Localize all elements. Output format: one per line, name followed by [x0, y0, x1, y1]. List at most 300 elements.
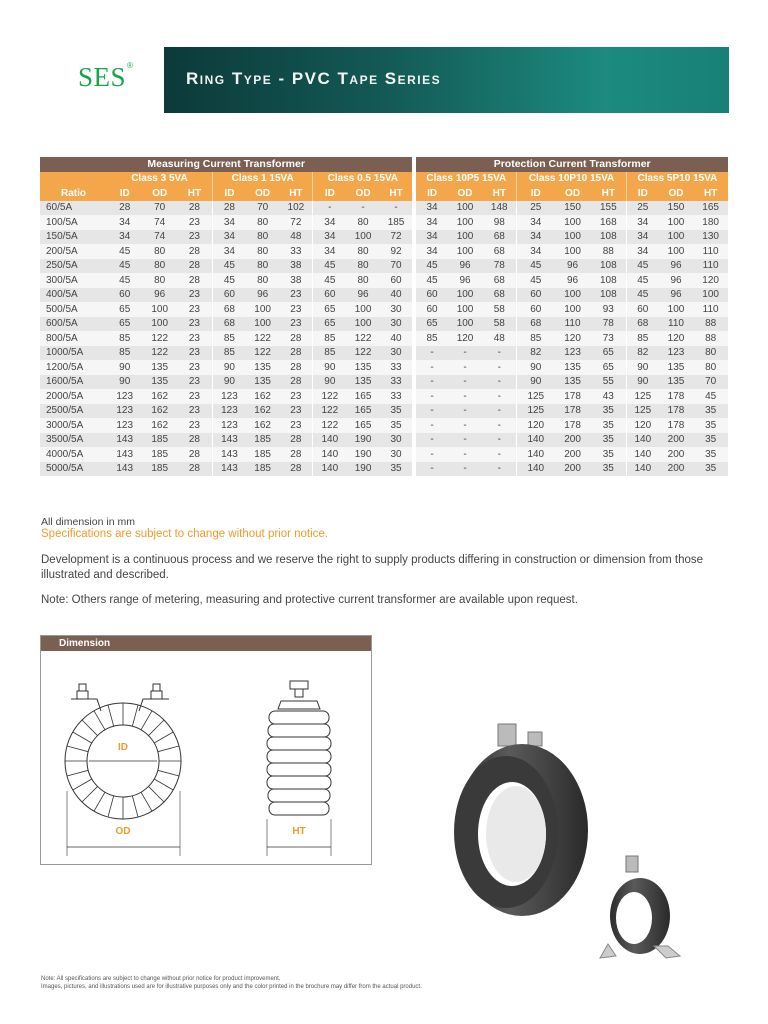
value-cell: - [448, 404, 482, 419]
value-cell: 78 [591, 317, 627, 332]
value-cell: 185 [142, 462, 176, 477]
value-cell: 100 [448, 215, 482, 230]
value-cell: 122 [313, 389, 346, 404]
value-cell: 34 [517, 244, 555, 259]
class-header: Class 10P5 15VA [416, 172, 516, 187]
value-cell: 34 [313, 230, 346, 245]
value-cell: 85 [416, 331, 447, 346]
value-cell: 34 [626, 230, 658, 245]
od-header: OD [346, 186, 379, 201]
value-cell: 80 [246, 259, 279, 274]
value-cell: 80 [142, 259, 176, 274]
value-cell: 123 [107, 404, 143, 419]
value-cell: 140 [313, 447, 346, 462]
value-cell: - [416, 375, 447, 390]
value-cell: 68 [517, 317, 555, 332]
value-cell: - [416, 433, 447, 448]
value-cell: - [482, 404, 516, 419]
ratio-header: Ratio [40, 186, 107, 201]
table-row [40, 230, 728, 245]
value-cell: 33 [380, 375, 413, 390]
value-cell: 140 [517, 433, 555, 448]
value-cell: 34 [626, 215, 658, 230]
value-cell: - [482, 360, 516, 375]
table-row [40, 201, 728, 216]
value-cell: 45 [212, 273, 245, 288]
value-cell: 102 [279, 201, 312, 216]
dimension-drawing [41, 651, 371, 863]
value-cell: 110 [693, 244, 728, 259]
value-cell: 85 [107, 346, 143, 361]
value-cell: 100 [554, 302, 591, 317]
value-cell: 65 [416, 317, 447, 332]
value-cell: 68 [212, 317, 245, 332]
value-cell: 60 [416, 302, 447, 317]
ratio-cell: 2500/5A [40, 404, 107, 419]
value-cell: 34 [212, 230, 245, 245]
value-cell: 96 [659, 288, 693, 303]
logo-text: SES [78, 62, 127, 92]
value-cell: 125 [626, 389, 658, 404]
ratio-cell: 200/5A [40, 244, 107, 259]
value-cell: 34 [313, 244, 346, 259]
value-cell: 143 [107, 447, 143, 462]
ratio-cell: 1600/5A [40, 375, 107, 390]
table-row [40, 288, 728, 303]
value-cell: 80 [346, 259, 379, 274]
value-cell: 90 [212, 375, 245, 390]
value-cell: 190 [346, 462, 379, 477]
value-cell: 140 [517, 462, 555, 477]
value-cell: 100 [448, 288, 482, 303]
value-cell: 35 [693, 433, 728, 448]
value-cell: 25 [626, 201, 658, 216]
value-cell: 123 [212, 418, 245, 433]
value-cell: 96 [659, 273, 693, 288]
value-cell: - [482, 418, 516, 433]
value-cell: - [416, 389, 447, 404]
value-cell: 100 [142, 302, 176, 317]
value-cell: 35 [591, 433, 627, 448]
footer-line-2: Images, pictures, and illustrations used are for illustrative purposes only and the color printed in the brochure may differ from the actual product. [41, 984, 422, 990]
dimension-title: Dimension [41, 636, 371, 651]
small-ct-ring [600, 856, 680, 958]
ratio-cell: 1000/5A [40, 346, 107, 361]
value-cell: 100 [448, 201, 482, 216]
value-cell: 88 [693, 331, 728, 346]
value-cell: 123 [107, 418, 143, 433]
value-cell: - [380, 201, 413, 216]
value-cell: 35 [693, 418, 728, 433]
value-cell: 85 [107, 331, 143, 346]
development-note: Development is a continuous process and we reserve the right to supply products differing in construction or dimension from those illustrated and described. [41, 554, 704, 581]
footer-notes [41, 975, 422, 991]
value-cell: 88 [591, 244, 627, 259]
value-cell: 135 [142, 360, 176, 375]
value-cell: 165 [693, 201, 728, 216]
value-cell: 35 [380, 404, 413, 419]
value-cell: 60 [626, 302, 658, 317]
brand-logo [78, 62, 133, 93]
value-cell: 185 [246, 447, 279, 462]
value-cell: 185 [142, 447, 176, 462]
value-cell: 162 [246, 404, 279, 419]
value-cell: 123 [554, 346, 591, 361]
value-cell: - [482, 375, 516, 390]
value-cell: 100 [142, 317, 176, 332]
value-cell: 23 [177, 346, 213, 361]
value-cell: - [482, 433, 516, 448]
value-cell: 74 [142, 230, 176, 245]
table-row [40, 462, 728, 477]
value-cell: 28 [177, 244, 213, 259]
value-cell: 100 [346, 230, 379, 245]
value-cell: 34 [517, 215, 555, 230]
value-cell: - [482, 462, 516, 477]
value-cell: 80 [246, 273, 279, 288]
value-cell: 96 [448, 259, 482, 274]
ratio-cell: 4000/5A [40, 447, 107, 462]
value-cell: 110 [693, 259, 728, 274]
value-cell: 100 [693, 288, 728, 303]
value-cell: 143 [212, 433, 245, 448]
value-cell: 65 [313, 317, 346, 332]
value-cell: - [313, 201, 346, 216]
ht-header: HT [482, 186, 516, 201]
value-cell: 148 [482, 201, 516, 216]
value-cell: 100 [554, 230, 591, 245]
value-cell: 28 [279, 331, 312, 346]
value-cell: 23 [177, 418, 213, 433]
value-cell: 190 [346, 433, 379, 448]
ht-header: HT [279, 186, 312, 201]
value-cell: 100 [659, 244, 693, 259]
spec-table [40, 157, 728, 476]
value-cell: 45 [416, 273, 447, 288]
value-cell: 68 [482, 244, 516, 259]
value-cell: 30 [380, 447, 413, 462]
value-cell: 60 [517, 288, 555, 303]
value-cell: 23 [177, 404, 213, 419]
value-cell: 35 [380, 418, 413, 433]
value-cell: 85 [212, 346, 245, 361]
value-cell: 45 [626, 273, 658, 288]
value-cell: 45 [517, 273, 555, 288]
class-header: Class 5P10 15VA [626, 172, 728, 187]
page-title: Ring Type - PVC Tape Series [186, 69, 442, 88]
value-cell: 23 [177, 215, 213, 230]
value-cell: 48 [279, 230, 312, 245]
value-cell: 65 [107, 302, 143, 317]
value-cell: 85 [517, 331, 555, 346]
value-cell: - [448, 360, 482, 375]
value-cell: 90 [107, 360, 143, 375]
ratio-cell: 5000/5A [40, 462, 107, 477]
value-cell: 34 [416, 201, 447, 216]
ratio-cell: 500/5A [40, 302, 107, 317]
value-cell: 185 [246, 433, 279, 448]
value-cell: 80 [693, 360, 728, 375]
ratio-cell: 100/5A [40, 215, 107, 230]
value-cell: 68 [482, 273, 516, 288]
value-cell: 110 [659, 317, 693, 332]
value-cell: 90 [313, 360, 346, 375]
value-cell: 28 [177, 462, 213, 477]
value-cell: 82 [626, 346, 658, 361]
value-cell: 122 [313, 418, 346, 433]
ratio-cell: 300/5A [40, 273, 107, 288]
value-cell: 200 [659, 462, 693, 477]
ratio-cell: 400/5A [40, 288, 107, 303]
value-cell: 45 [416, 259, 447, 274]
ratio-blank [40, 172, 107, 187]
value-cell: 34 [313, 215, 346, 230]
value-cell: 23 [279, 288, 312, 303]
value-cell: 45 [212, 259, 245, 274]
value-cell: 45 [517, 259, 555, 274]
value-cell: 34 [416, 215, 447, 230]
table-row [40, 273, 728, 288]
value-cell: 68 [482, 288, 516, 303]
value-cell: 155 [591, 201, 627, 216]
value-cell: 108 [591, 230, 627, 245]
value-cell: 135 [246, 360, 279, 375]
value-cell: 68 [482, 230, 516, 245]
id-header: ID [416, 186, 447, 201]
value-cell: 35 [591, 462, 627, 477]
value-cell: 122 [246, 331, 279, 346]
value-cell: 65 [313, 302, 346, 317]
value-cell: 125 [626, 404, 658, 419]
table-row [40, 404, 728, 419]
value-cell: 135 [659, 360, 693, 375]
value-cell: 55 [591, 375, 627, 390]
value-cell: 35 [693, 462, 728, 477]
value-cell: 100 [246, 302, 279, 317]
value-cell: 123 [659, 346, 693, 361]
value-cell: 28 [279, 447, 312, 462]
value-cell: 68 [626, 317, 658, 332]
value-cell: 165 [346, 418, 379, 433]
ht-header: HT [177, 186, 213, 201]
value-cell: 34 [212, 215, 245, 230]
value-cell: 143 [107, 462, 143, 477]
value-cell: 35 [591, 447, 627, 462]
value-cell: 73 [591, 331, 627, 346]
value-cell: 96 [659, 259, 693, 274]
value-cell: 185 [380, 215, 413, 230]
value-cell: 34 [416, 230, 447, 245]
value-cell: 85 [626, 331, 658, 346]
value-cell: 100 [448, 302, 482, 317]
value-cell: 200 [554, 462, 591, 477]
value-cell: 135 [554, 360, 591, 375]
table-row [40, 302, 728, 317]
id-header: ID [107, 186, 143, 201]
value-cell: 92 [380, 244, 413, 259]
value-cell: 40 [380, 288, 413, 303]
od-header: OD [554, 186, 591, 201]
value-cell: 120 [693, 273, 728, 288]
value-cell: 150 [554, 201, 591, 216]
value-cell: 23 [279, 317, 312, 332]
value-cell: 100 [448, 230, 482, 245]
value-cell: 23 [177, 230, 213, 245]
value-cell: 108 [591, 259, 627, 274]
ratio-cell: 250/5A [40, 259, 107, 274]
value-cell: 80 [346, 244, 379, 259]
value-cell: 185 [246, 462, 279, 477]
value-cell: 34 [626, 244, 658, 259]
value-cell: 28 [279, 360, 312, 375]
value-cell: 180 [693, 215, 728, 230]
value-cell: 72 [279, 215, 312, 230]
value-cell: 120 [448, 331, 482, 346]
value-cell: 33 [380, 389, 413, 404]
value-cell: 100 [554, 215, 591, 230]
ht-header: HT [693, 186, 728, 201]
value-cell: - [448, 346, 482, 361]
value-cell: 96 [246, 288, 279, 303]
value-cell: 30 [380, 302, 413, 317]
value-cell: 85 [313, 331, 346, 346]
value-cell: 23 [177, 302, 213, 317]
value-cell: 110 [693, 302, 728, 317]
od-label: OD [115, 826, 131, 837]
dimension-unit-note: All dimension in mm [41, 516, 135, 528]
od-header: OD [448, 186, 482, 201]
value-cell: - [346, 201, 379, 216]
value-cell: 45 [313, 259, 346, 274]
value-cell: 143 [107, 433, 143, 448]
value-cell: 190 [346, 447, 379, 462]
value-cell: 45 [693, 389, 728, 404]
value-cell: 45 [626, 288, 658, 303]
class-header: Class 10P10 15VA [517, 172, 627, 187]
value-cell: 80 [246, 230, 279, 245]
value-cell: 68 [212, 302, 245, 317]
value-cell: 178 [659, 389, 693, 404]
value-cell: 80 [346, 273, 379, 288]
value-cell: 100 [346, 302, 379, 317]
value-cell: 23 [279, 389, 312, 404]
table-row [40, 331, 728, 346]
value-cell: 140 [313, 433, 346, 448]
value-cell: 23 [177, 389, 213, 404]
value-cell: 60 [212, 288, 245, 303]
value-cell: 90 [517, 360, 555, 375]
ratio-cell: 3000/5A [40, 418, 107, 433]
value-cell: - [482, 389, 516, 404]
value-cell: 30 [380, 433, 413, 448]
value-cell: - [482, 447, 516, 462]
registered-mark: ® [127, 61, 134, 70]
footer-line-1: Note: All specifications are subject to change without prior notice for product improvement. [41, 976, 281, 982]
availability-note: Note: Others range of metering, measuring and protective current transformer are available upon request. [41, 594, 578, 606]
value-cell: 140 [517, 447, 555, 462]
value-cell: 100 [659, 215, 693, 230]
value-cell: 123 [107, 389, 143, 404]
value-cell: 34 [416, 244, 447, 259]
value-cell: 120 [626, 418, 658, 433]
value-cell: 60 [517, 302, 555, 317]
ht-header: HT [380, 186, 413, 201]
value-cell: 65 [107, 317, 143, 332]
value-cell: - [448, 375, 482, 390]
ht-header: HT [591, 186, 627, 201]
value-cell: 25 [517, 201, 555, 216]
value-cell: 165 [346, 404, 379, 419]
value-cell: 23 [177, 288, 213, 303]
value-cell: - [416, 418, 447, 433]
value-cell: 100 [346, 317, 379, 332]
value-cell: 162 [142, 404, 176, 419]
value-cell: 100 [554, 288, 591, 303]
value-cell: - [416, 462, 447, 477]
value-cell: 85 [212, 331, 245, 346]
value-cell: 135 [346, 360, 379, 375]
value-cell: 98 [482, 215, 516, 230]
value-cell: 70 [142, 201, 176, 216]
ratio-cell: 600/5A [40, 317, 107, 332]
value-cell: 65 [591, 346, 627, 361]
value-cell: 28 [177, 433, 213, 448]
ratio-cell: 3500/5A [40, 433, 107, 448]
value-cell: 70 [246, 201, 279, 216]
value-cell: 162 [142, 389, 176, 404]
value-cell: 200 [554, 447, 591, 462]
value-cell: 122 [142, 346, 176, 361]
value-cell: 100 [448, 244, 482, 259]
value-cell: 38 [279, 259, 312, 274]
value-cell: 100 [448, 317, 482, 332]
value-cell: 130 [693, 230, 728, 245]
value-cell: 45 [107, 244, 143, 259]
value-cell: 48 [482, 331, 516, 346]
value-cell: 90 [517, 375, 555, 390]
value-cell: 178 [554, 404, 591, 419]
value-cell: 178 [554, 418, 591, 433]
table-row [40, 317, 728, 332]
value-cell: 200 [659, 433, 693, 448]
value-cell: 28 [212, 201, 245, 216]
value-cell: 70 [693, 375, 728, 390]
value-cell: 168 [591, 215, 627, 230]
table-row [40, 259, 728, 274]
value-cell: 122 [246, 346, 279, 361]
value-cell: 34 [107, 230, 143, 245]
value-cell: 28 [107, 201, 143, 216]
value-cell: 125 [517, 404, 555, 419]
table-row [40, 418, 728, 433]
value-cell: 96 [346, 288, 379, 303]
value-cell: 100 [659, 230, 693, 245]
value-cell: 28 [177, 259, 213, 274]
value-cell: 58 [482, 302, 516, 317]
value-cell: 120 [517, 418, 555, 433]
value-cell: 100 [554, 244, 591, 259]
value-cell: 100 [659, 302, 693, 317]
value-cell: 143 [212, 462, 245, 477]
id-label: ID [118, 742, 128, 753]
value-cell: 43 [591, 389, 627, 404]
value-cell: 23 [177, 375, 213, 390]
value-cell: 74 [142, 215, 176, 230]
value-cell: 80 [142, 244, 176, 259]
value-cell: 123 [212, 404, 245, 419]
value-cell: - [482, 346, 516, 361]
value-cell: 23 [279, 302, 312, 317]
